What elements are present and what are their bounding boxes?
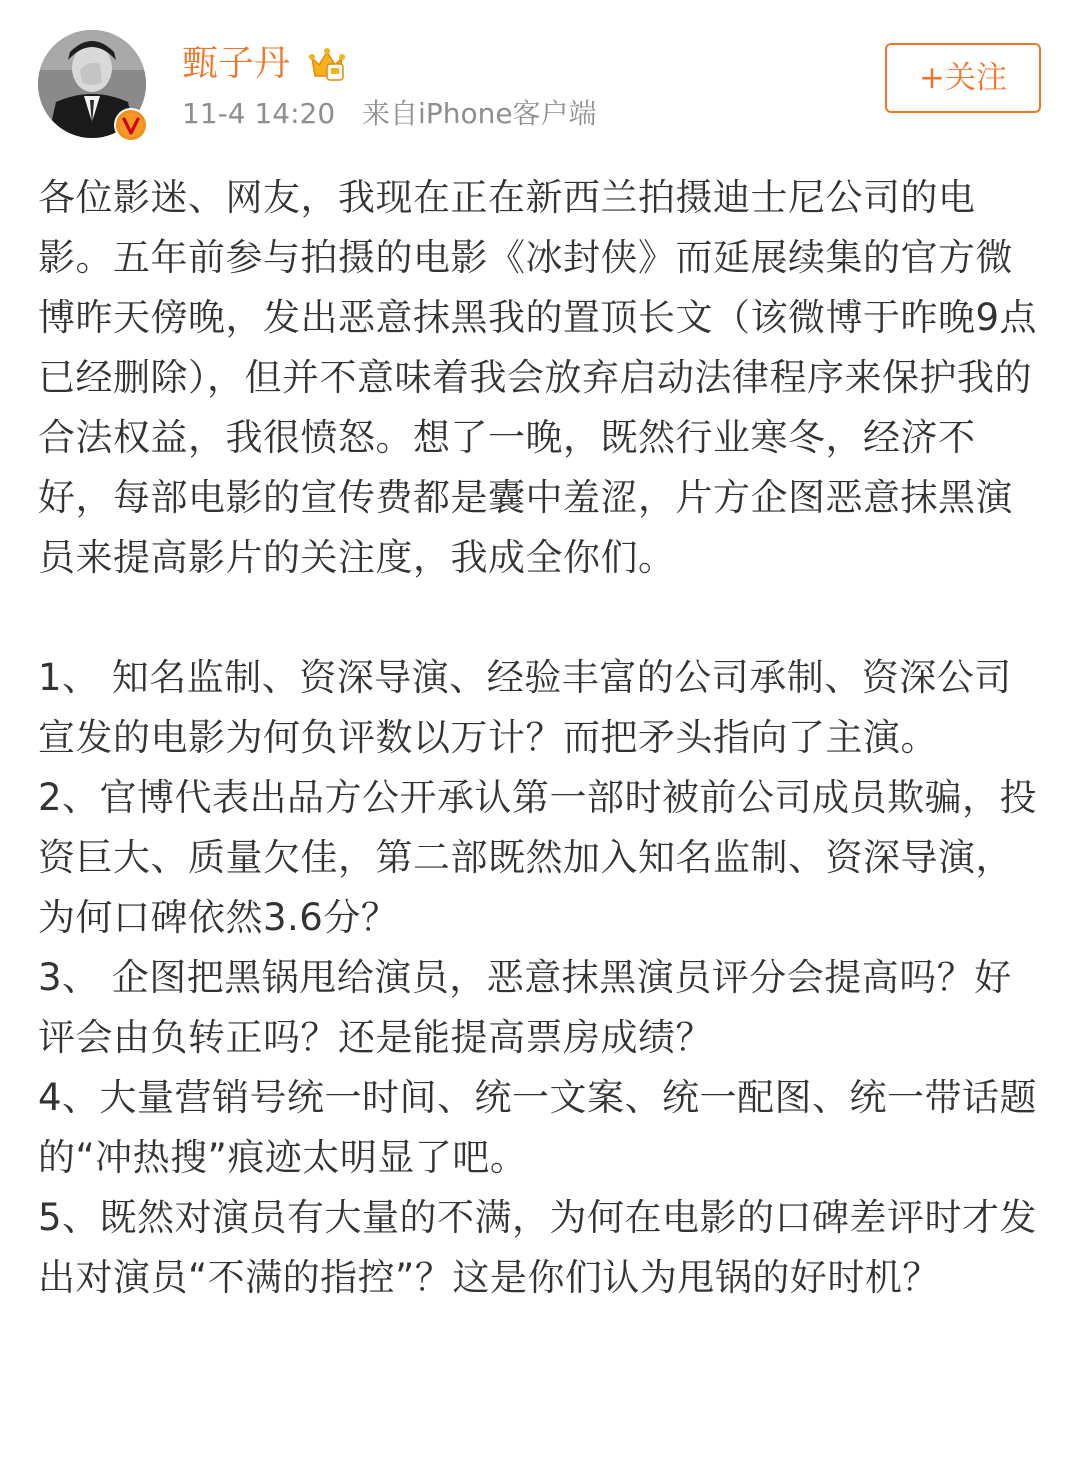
verified-v-badge-icon [114, 108, 148, 142]
username[interactable]: 甄子丹 [182, 43, 291, 84]
post-point-4: 4、大量营销号统一时间、统一文案、统一配图、统一带话题的“冲热搜”痕迹太明显了吧。 [38, 1076, 1038, 1179]
post-source: 来自iPhone客户端 [362, 97, 597, 130]
post-point-3: 3、 企图把黑锅甩给演员，恶意抹黑演员评分会提高吗？好评会由负转正吗？还是能提高票房成绩？ [38, 956, 1012, 1059]
post-point-5: 5、既然对演员有大量的不满，为何在电影的口碑差评时才发出对演员“不满的指控”？这是你们认为甩锅的好时机？ [38, 1196, 1038, 1299]
post-content [38, 168, 1040, 1308]
post-meta [182, 96, 597, 132]
follow-button[interactable]: +关注 [885, 43, 1041, 113]
post-header [0, 0, 1080, 150]
post-time: 11-4 14:20 [182, 97, 336, 130]
post-point-1: 1、 知名监制、资深导演、经验丰富的公司承制、资深公司宣发的电影为何负评数以万计？而把矛头指向了主演。 [38, 656, 1012, 759]
post-intro: 各位影迷、网友，我现在正在新西兰拍摄迪士尼公司的电影。五年前参与拍摄的电影《冰封侠》而延展续集的官方微博昨天傍晚，发出恶意抹黑我的置顶长文（该微博于昨晚9点已经删除），但并不意味着我会放弃启动法律程序来保护我的合法权益，我很愤怒。想了一晚，既然行业寒冬，经济不好，每部电影的宣传费都是囊中羞涩，片方企图恶意抹黑演员来提高影片的关注度，我成全你们。 [38, 176, 1038, 579]
post-point-2: 2、官博代表出品方公开承认第一部时被前公司成员欺骗，投资巨大、质量欠佳，第二部既然加入知名监制、资深导演，为何口碑依然3.6分？ [38, 776, 1038, 939]
crown-icon[interactable] [307, 44, 347, 84]
